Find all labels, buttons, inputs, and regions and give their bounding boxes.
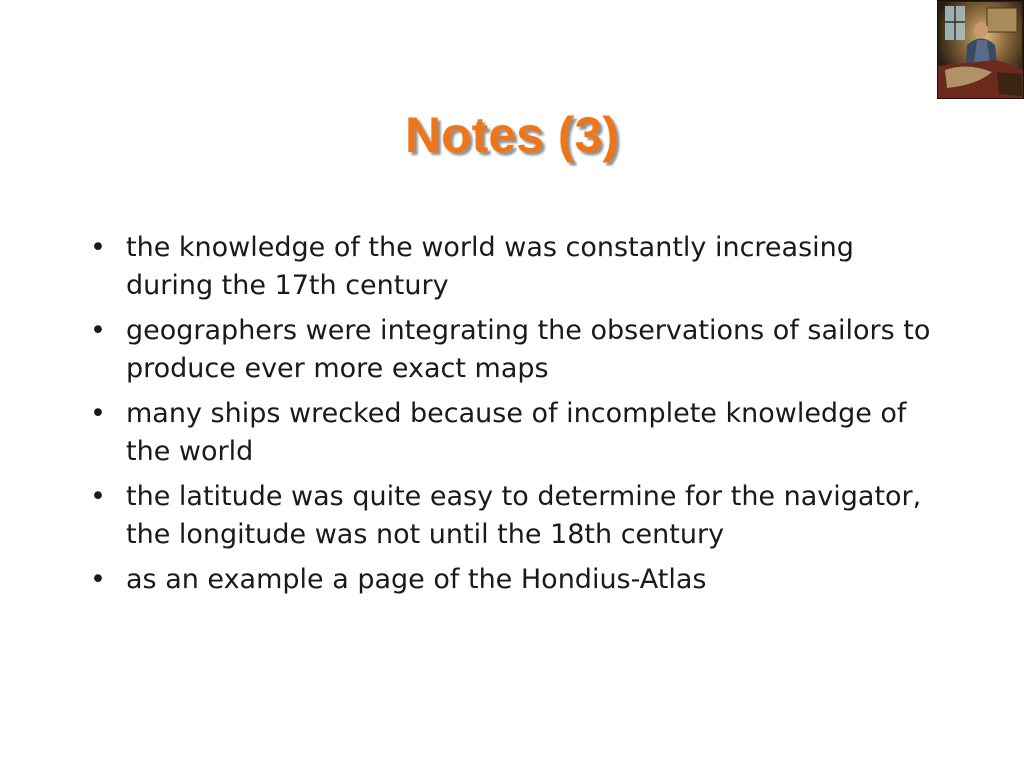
list-item	[88, 561, 948, 599]
painting-thumbnail-icon	[937, 0, 1024, 99]
bullet-dot-icon: •	[90, 232, 106, 263]
bullet-text: as an example a page of the Hondius-Atlas	[126, 564, 707, 595]
bullet-text: the knowledge of the world was constantly increasing during the 17th century	[126, 232, 854, 301]
slide-title: Notes (3)	[405, 107, 619, 163]
list-item	[88, 478, 948, 554]
bullet-text: the latitude was quite easy to determine for the navigator, the longitude was not until the 18th century	[126, 481, 922, 550]
bullet-dot-icon: •	[90, 398, 106, 429]
bullet-text: many ships wrecked because of incomplete knowledge of the world	[126, 398, 907, 467]
list-item	[88, 395, 948, 471]
list-item	[88, 229, 948, 305]
bullet-dot-icon: •	[90, 315, 106, 346]
bullet-dot-icon: •	[90, 564, 106, 595]
bullet-dot-icon: •	[90, 481, 106, 512]
bullet-text: geographers were integrating the observations of sailors to produce ever more exact maps	[126, 315, 931, 384]
bullet-list	[88, 229, 948, 606]
list-item	[88, 312, 948, 388]
